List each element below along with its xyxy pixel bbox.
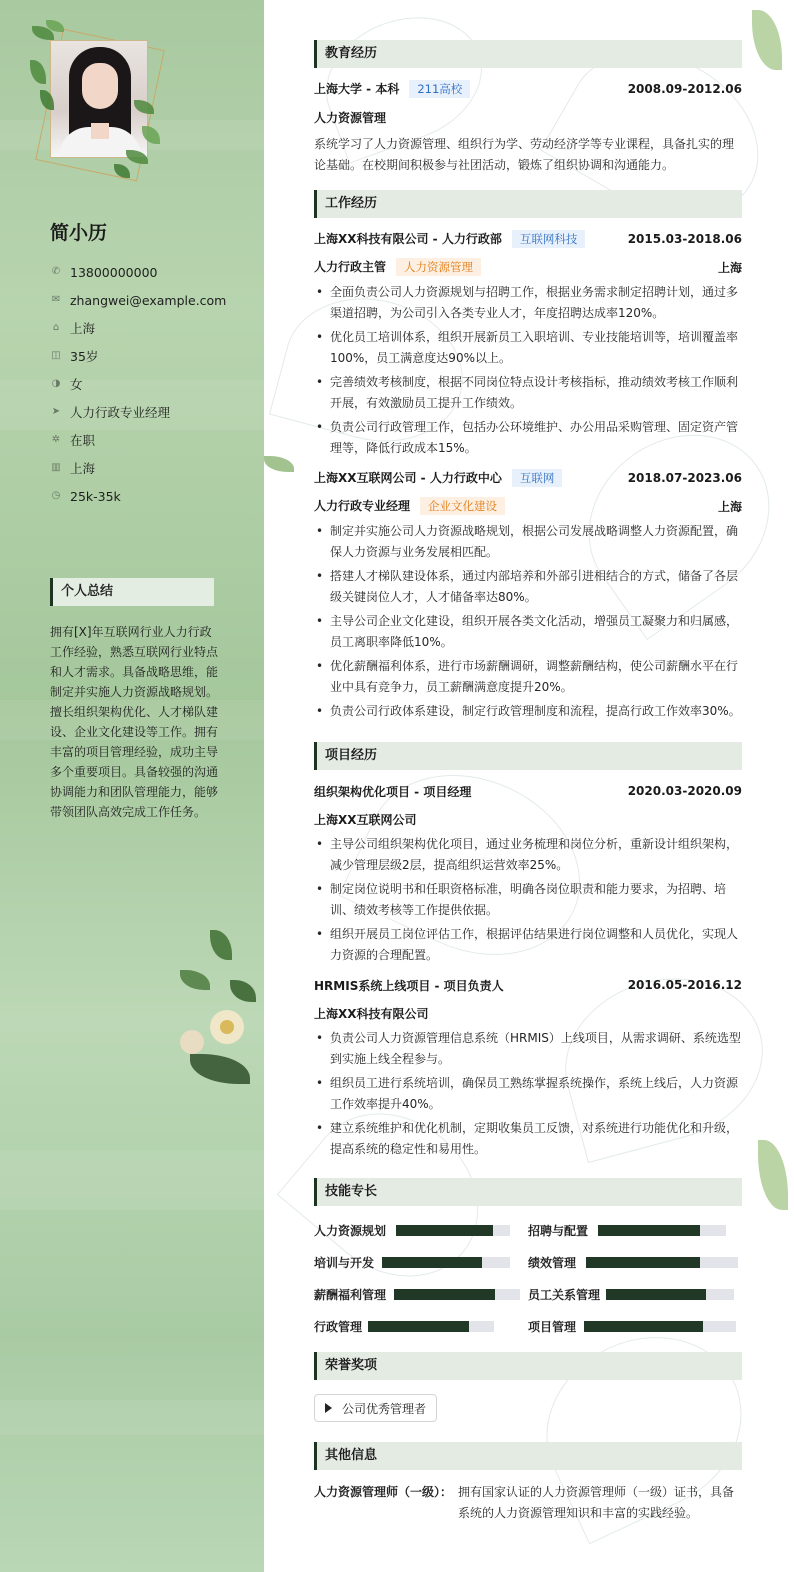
- project-org: 上海XX互联网公司: [314, 812, 417, 827]
- project-entry: [314, 976, 742, 1160]
- home-icon: ⌂: [52, 322, 60, 333]
- skill-name: 员工关系管理: [528, 1287, 601, 1302]
- contact-value: 35岁: [70, 349, 99, 364]
- profile-photo-frame: [38, 30, 158, 180]
- skill-bar: [584, 1321, 736, 1332]
- skill-bar: [598, 1225, 726, 1236]
- project-period: 2016.05-2016.12: [627, 978, 742, 992]
- job-period: 2018.07-2023.06: [627, 471, 742, 485]
- avatar: [50, 40, 148, 158]
- projects-title: 项目经历: [314, 742, 742, 770]
- education-period: 2008.09-2012.06: [627, 82, 742, 96]
- other-text: 拥有国家认证的人力资源管理师（一级）证书，具备系统的人力资源管理知识和丰富的实践经验。: [458, 1485, 735, 1520]
- award-badge: [314, 1394, 437, 1422]
- list-item: • 制定并实施公司人力资源战略规划，根据公司发展战略调整人力资源配置，确保人力资源与业务发展相匹配。: [314, 521, 742, 563]
- list-item: • 负责公司行政体系建设，制定行政管理制度和流程，提高行政工作效率30%。: [314, 701, 742, 722]
- other-title: 其他信息: [314, 1442, 742, 1470]
- list-item: • 组织员工进行系统培训，确保员工熟练掌握系统操作，系统上线后，人力资源工作效率提升40%。: [314, 1073, 742, 1115]
- flower-decoration: [170, 930, 264, 1084]
- job-city: 上海: [717, 260, 742, 275]
- skill-item: [314, 1254, 528, 1270]
- skill-name: 项目管理: [528, 1319, 577, 1334]
- skill-item: [314, 1222, 528, 1238]
- gender-icon: ◑: [51, 378, 61, 389]
- mail-icon: ✉: [51, 294, 61, 305]
- profile-name: 简小历: [50, 222, 108, 244]
- contact-value: 13800000000: [70, 264, 158, 280]
- contact-status: [50, 426, 226, 454]
- skill-bar: [606, 1289, 734, 1300]
- contact-value: 人力行政专业经理: [70, 405, 171, 420]
- job-period: 2015.03-2018.06: [627, 232, 742, 246]
- list-item: • 优化薪酬福利体系，进行市场薪酬调研，调整薪酬结构，使公司薪酬水平在行业中具有竞争力，员工薪酬满意度提升20%。: [314, 656, 742, 698]
- project-period: 2020.03-2020.09: [627, 784, 742, 798]
- contact-value: 上海: [70, 321, 96, 336]
- skill-bar: [586, 1257, 738, 1268]
- job-company: 上海XX科技有限公司 - 人力行政部: [314, 232, 502, 246]
- contact-value: 在职: [70, 433, 96, 448]
- other-info: [314, 1482, 742, 1524]
- project-org: 上海XX科技有限公司: [314, 1006, 429, 1021]
- skills-title: 技能专长: [314, 1178, 742, 1206]
- summary-text: 拥有[X]年互联网行业人力行政工作经验，熟悉互联网行业特点和人才需求。具备战略思维，能制定并实施人力资源战略规划。擅长组织架构优化、人才梯队建设、企业文化建设等工作。拥有丰富的项目管理经验，成功主导多个重要项目。具备较强的沟通协调能力和团队管理能力，能够带领团队高效完成工作任务。: [50, 625, 219, 819]
- contact-gender: [50, 370, 226, 398]
- summary-title: 个人总结: [50, 578, 214, 606]
- main-content: [264, 0, 794, 1572]
- skill-bar: [394, 1289, 520, 1300]
- cake-icon: ◫: [51, 350, 61, 361]
- contact-list: [50, 258, 226, 510]
- education-title: 教育经历: [314, 40, 742, 68]
- skill-name: 绩效管理: [528, 1255, 577, 1270]
- job-role: 人力行政专业经理: [314, 499, 411, 513]
- project-entry: [314, 782, 742, 966]
- list-item: • 负责公司行政管理工作，包括办公环境维护、办公用品采购管理、固定资产管理等，降低行政成本15%。: [314, 417, 742, 459]
- contact-value: zhangwei@example.com: [70, 292, 227, 308]
- awards-list: [314, 1394, 742, 1422]
- job-entry: [314, 469, 742, 722]
- list-item: • 主导公司企业文化建设，组织开展各类文化活动，增强员工凝聚力和归属感，员工离职率降低10%。: [314, 611, 742, 653]
- education-header: [314, 80, 742, 98]
- list-item: • 制定岗位说明书和任职资格标准，明确各岗位职责和能力要求，为招聘、培训、绩效考核等工作提供依据。: [314, 879, 742, 921]
- award-label: 公司优秀管理者: [342, 1401, 427, 1416]
- contact-salary: [50, 482, 226, 510]
- job-company: 上海XX互联网公司 - 人力行政中心: [314, 471, 502, 485]
- skill-name: 行政管理: [314, 1319, 363, 1334]
- work-title: 工作经历: [314, 190, 742, 218]
- send-icon: ➤: [51, 406, 61, 417]
- job-city: 上海: [717, 499, 742, 514]
- contact-phone: [50, 258, 226, 286]
- status-icon: ✲: [51, 434, 61, 445]
- list-item: • 全面负责公司人力资源规划与招聘工作，根据业务需求制定招聘计划，通过多渠道招聘，为公司引入各类专业人才，年度招聘达成率120%。: [314, 282, 742, 324]
- job-role-tag: 人力资源管理: [396, 258, 481, 276]
- list-item: • 主导公司组织架构优化项目，通过业务梳理和岗位分析，重新设计组织架构，减少管理层级2层，提高组织运营效率25%。: [314, 834, 742, 876]
- list-item: • 优化员工培训体系，组织开展新员工入职培训、专业技能培训等，培训覆盖率100%，员工满意度达90%以上。: [314, 327, 742, 369]
- contact-value: 女: [70, 377, 83, 392]
- job-entry: [314, 230, 742, 459]
- contact-position: [50, 398, 226, 426]
- job-industry-tag: 互联网科技: [512, 230, 586, 248]
- phone-icon: ✆: [51, 266, 61, 277]
- job-industry-tag: 互联网: [512, 469, 563, 487]
- skill-name: 招聘与配置: [528, 1223, 589, 1238]
- list-item: • 负责公司人力资源管理信息系统（HRMIS）上线项目，从需求调研、系统选型到实施上线全程参与。: [314, 1028, 742, 1070]
- project-name: HRMIS系统上线项目 - 项目负责人: [314, 978, 504, 993]
- skill-bar: [368, 1321, 494, 1332]
- sidebar: [0, 0, 264, 1572]
- list-item: • 组织开展员工岗位评估工作，根据评估结果进行岗位调整和人员优化，实现人力资源的合理配置。: [314, 924, 742, 966]
- skill-item: [314, 1286, 528, 1302]
- job-role: 人力行政主管: [314, 260, 387, 274]
- skill-item: [528, 1286, 742, 1302]
- skill-bar: [396, 1225, 510, 1236]
- education-desc: 系统学习了人力资源管理、组织行为学、劳动经济学等专业课程，具备扎实的理论基础。在校期间积极参与社团活动，锻炼了组织协调和沟通能力。: [314, 137, 735, 172]
- skill-bar: [382, 1257, 510, 1268]
- skill-name: 薪酬福利管理: [314, 1287, 387, 1302]
- salary-icon: ◷: [51, 490, 61, 501]
- contact-value: 25k-35k: [70, 488, 121, 504]
- school-name: 上海大学 - 本科: [314, 82, 400, 96]
- awards-title: 荣誉奖项: [314, 1352, 742, 1380]
- building-icon: ▥: [51, 462, 61, 473]
- contact-email: [50, 286, 226, 314]
- skills-grid: [314, 1222, 742, 1334]
- skill-name: 人力资源规划: [314, 1223, 387, 1238]
- skill-item: [528, 1254, 742, 1270]
- contact-age: [50, 342, 226, 370]
- skill-name: 培训与开发: [314, 1255, 375, 1270]
- contact-home: [50, 314, 226, 342]
- list-item: • 建立系统维护和优化机制，定期收集员工反馈，对系统进行功能优化和升级，提高系统的稳定性和易用性。: [314, 1118, 742, 1160]
- skill-item: [314, 1318, 528, 1334]
- skill-item: [528, 1222, 742, 1238]
- contact-value: 上海: [70, 461, 96, 476]
- list-item: • 搭建人才梯队建设体系，通过内部培养和外部引进相结合的方式，储备了各层级关键岗位人才，人才储备率达80%。: [314, 566, 742, 608]
- contact-city: [50, 454, 226, 482]
- other-label: 人力资源管理师（一级）：: [314, 1485, 453, 1499]
- skill-item: [528, 1318, 742, 1334]
- school-tag: 211高校: [409, 80, 470, 98]
- play-icon: [325, 1403, 332, 1413]
- project-name: 组织架构优化项目 - 项目经理: [314, 784, 472, 799]
- education-major: 人力资源管理: [314, 110, 387, 125]
- list-item: • 完善绩效考核制度，根据不同岗位特点设计考核指标，推动绩效考核工作顺利开展，有效激励员工提升工作绩效。: [314, 372, 742, 414]
- job-role-tag: 企业文化建设: [420, 497, 505, 515]
